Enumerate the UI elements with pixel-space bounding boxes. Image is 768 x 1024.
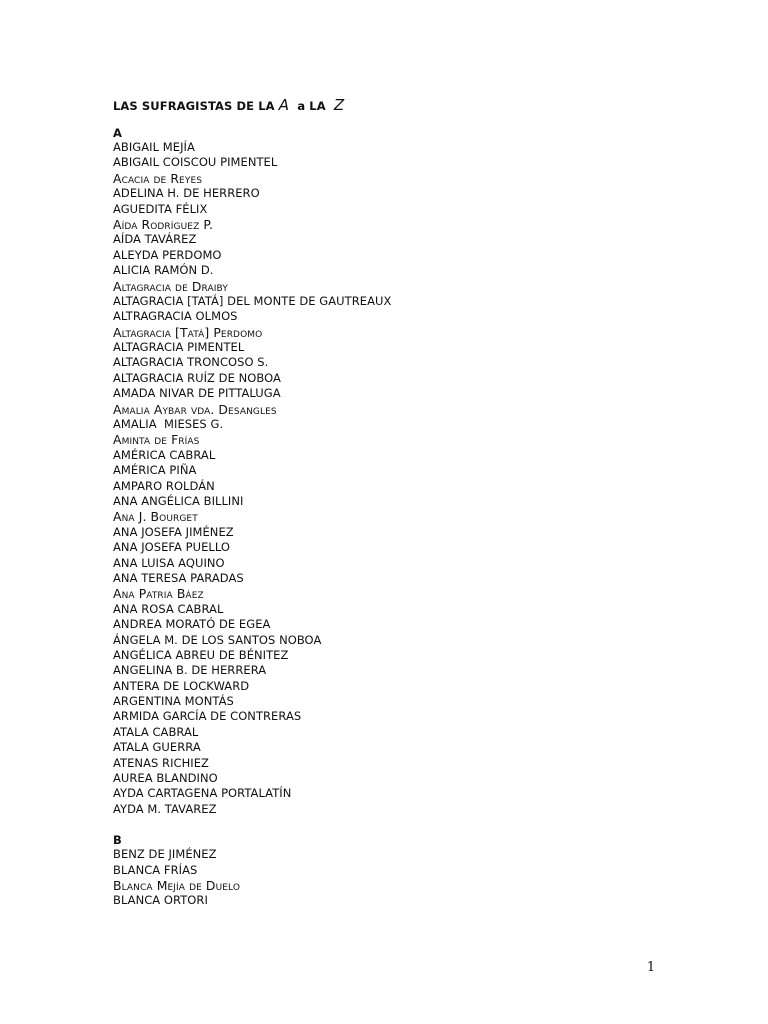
list-item: AYDA M. TAVAREZ xyxy=(113,801,217,816)
list-item: ÁNGELA M. DE LOS SANTOS NOBOA xyxy=(113,632,322,647)
list-item: ALTAGRACIA RUÍZ DE NOBOA xyxy=(113,370,281,385)
list-item: ABIGAIL COISCOU PIMENTEL xyxy=(113,155,278,170)
list-item: ALICIA RAMÓN D. xyxy=(113,263,214,278)
list-item: ANA JOSEFA JIMÉNEZ xyxy=(113,524,234,539)
list-item: ANA LUISA AQUINO xyxy=(113,555,225,570)
list-item: ANA JOSEFA PUELLO xyxy=(113,540,231,555)
name-sections xyxy=(113,126,713,909)
list-item: Amalia Aybar vda. Desangles xyxy=(113,401,277,417)
list-item: ANTERA DE LOCKWARD xyxy=(113,678,250,693)
list-item: AGUEDITA FÉLIX xyxy=(113,201,208,216)
list-item: ADELINA H. DE HERRERO xyxy=(113,186,260,201)
list-item: BLANCA ORTORI xyxy=(113,893,208,908)
title-prefix: LAS SUFRAGISTAS DE LA xyxy=(113,99,279,113)
list-item: BLANCA FRÍAS xyxy=(113,862,198,877)
list-item: AMÉRICA PIÑA xyxy=(113,463,197,478)
section-letter-a: A xyxy=(113,126,122,140)
page-number: 1 xyxy=(646,960,656,975)
list-item: ALTRAGRACIA OLMOS xyxy=(113,309,238,324)
list-item: AUREA BLANDINO xyxy=(113,771,218,786)
list-item: AMÉRICA CABRAL xyxy=(113,447,216,462)
list-item: AYDA CARTAGENA PORTALATÍN xyxy=(113,786,292,801)
list-item: ATENAS RICHIEZ xyxy=(113,755,209,770)
list-item: AMADA NIVAR DE PITTALUGA xyxy=(113,386,281,401)
title-spacer xyxy=(113,115,713,124)
list-item: AÍDA TAVÁREZ xyxy=(113,232,197,247)
title-middle: a LA xyxy=(289,99,334,113)
list-item: ALTAGRACIA TRONCOSO S. xyxy=(113,355,269,370)
list-item: ATALA CABRAL xyxy=(113,724,199,739)
list-item: Ana J. Bourget xyxy=(113,509,198,525)
list-item: Blanca Mejía de Duelo xyxy=(113,877,241,893)
title-letter-a: A xyxy=(278,96,290,114)
document-body xyxy=(113,95,713,909)
list-item: Aminta de Frías xyxy=(113,432,200,448)
list-item: ATALA GUERRA xyxy=(113,740,201,755)
list-item: ALTAGRACIA PIMENTEL xyxy=(113,340,245,355)
section-letter-b: B xyxy=(113,833,122,848)
list-item: Acacia de Reyes xyxy=(113,170,203,186)
list-item: AMALIA MIESES G. xyxy=(113,417,224,432)
list-item: ANA ROSA CABRAL xyxy=(113,601,224,616)
list-item: ARGENTINA MONTÁS xyxy=(113,694,234,709)
list-item: ANGELINA B. DE HERRERA xyxy=(113,663,267,678)
section-gap xyxy=(113,817,713,831)
list-item: Altagracia de Draiby xyxy=(113,278,228,294)
list-item: ANGÉLICA ABREU DE BÉNITEZ xyxy=(113,647,289,662)
list-item: Ana Patria Báez xyxy=(113,586,204,602)
list-item: BENZ DE JIMÉNEZ xyxy=(113,847,217,862)
list-item: Altagracia [Tatá] Perdomo xyxy=(113,324,263,340)
list-item: Aída Rodríguez P. xyxy=(113,216,214,232)
list-item: ARMIDA GARCÍA DE CONTRERAS xyxy=(113,709,302,724)
list-item: ALEYDA PERDOMO xyxy=(113,247,222,262)
list-item: ANA TERESA PARADAS xyxy=(113,570,244,585)
list-item: ANDREA MORATÓ DE EGEA xyxy=(113,617,271,632)
document-title xyxy=(113,95,713,115)
list-item: AMPARO ROLDÁN xyxy=(113,478,215,493)
title-letter-z: Z xyxy=(333,96,345,114)
list-item: ANA ANGÉLICA BILLINI xyxy=(113,493,244,508)
list-item: ABIGAIL MEJÍA xyxy=(113,140,195,154)
list-item: ALTAGRACIA [TATÁ] DEL MONTE DE GAUTREAUX xyxy=(113,293,392,308)
